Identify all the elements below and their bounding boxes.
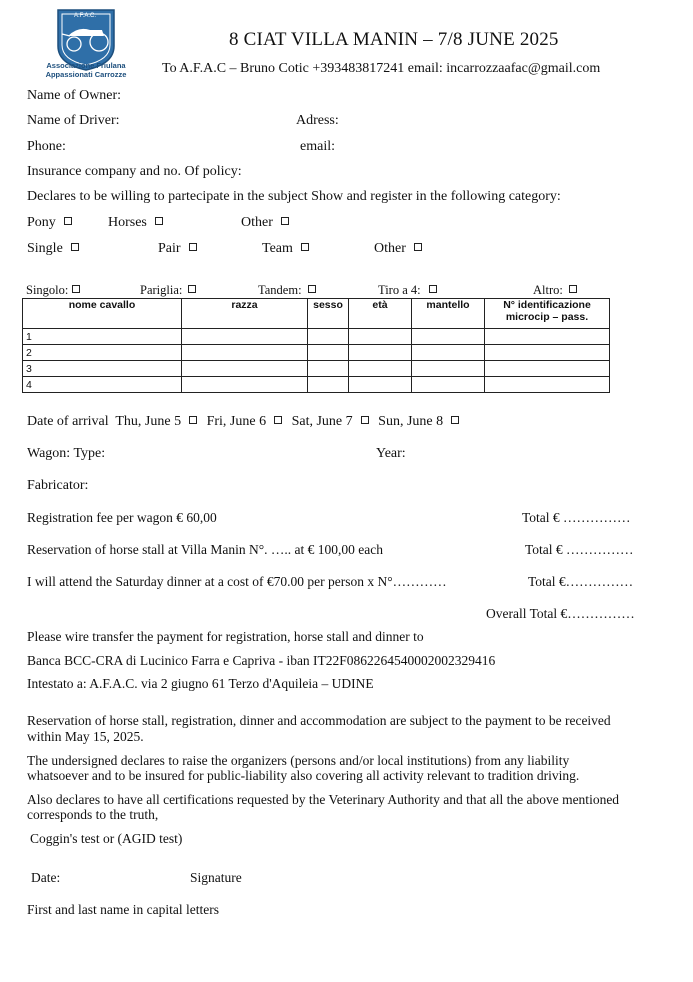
- terms-p2-line2: whatsoever and to be insured for public-liability also covering all activity relevant to tradition driving.: [27, 768, 580, 783]
- col-nome-cavallo: nome cavallo: [23, 299, 182, 329]
- terms-p3-line2: corresponds to the truth,: [27, 807, 159, 822]
- address-label: Adress:: [296, 113, 339, 128]
- pony-checkbox[interactable]: [64, 217, 72, 225]
- sat-checkbox[interactable]: [361, 416, 369, 424]
- horses-checkbox[interactable]: [155, 217, 163, 225]
- contact-line: To A.F.A.C – Bruno Cotic +393483817241 email: incarrozzaafac@gmail.com: [162, 61, 601, 76]
- arrival-row: [27, 414, 459, 430]
- date-label: Date:: [31, 870, 61, 885]
- row-number: 1: [23, 329, 182, 345]
- category-pair: Pair: [158, 241, 197, 257]
- owner-label: Name of Owner:: [27, 88, 122, 103]
- single-checkbox[interactable]: [71, 243, 79, 251]
- cell[interactable]: [308, 329, 349, 345]
- pariglia-checkbox[interactable]: [188, 285, 196, 293]
- afac-logo: [44, 6, 128, 84]
- cell[interactable]: [412, 361, 485, 377]
- dinner-fee: I will attend the Saturday dinner at a cost of €70.00 per person x N°…………: [27, 574, 447, 589]
- fabricator-label: Fabricator:: [27, 478, 89, 493]
- cat-tiro-a-4: Tiro a 4:: [378, 283, 437, 298]
- sun-checkbox[interactable]: [451, 416, 459, 424]
- cat-pariglia: Pariglia:: [140, 283, 196, 298]
- table-row: [23, 329, 610, 345]
- other-checkbox[interactable]: [281, 217, 289, 225]
- col-eta: età: [349, 299, 412, 329]
- cell[interactable]: [485, 329, 610, 345]
- category-single: Single: [27, 241, 79, 257]
- cell[interactable]: [485, 361, 610, 377]
- payment-iban: Banca BCC-CRA di Lucinico Farra e Capriva - iban IT22F0862264540002002329416: [27, 653, 496, 668]
- declares-text: Declares to be willing to partecipate in the subject Show and register in the following category:: [27, 189, 561, 204]
- tiro-a-4-checkbox[interactable]: [429, 285, 437, 293]
- registration-fee: Registration fee per wagon € 60,00: [27, 510, 217, 525]
- cat-singolo: Singolo:: [26, 283, 80, 298]
- cell[interactable]: [485, 377, 610, 393]
- row-number: 2: [23, 345, 182, 361]
- altro-checkbox[interactable]: [569, 285, 577, 293]
- logo-top-text: A.F.A.C.: [74, 13, 97, 19]
- fri-checkbox[interactable]: [274, 416, 282, 424]
- other-2-checkbox[interactable]: [414, 243, 422, 251]
- table-row: [23, 345, 610, 361]
- tandem-checkbox[interactable]: [308, 285, 316, 293]
- cell[interactable]: [349, 345, 412, 361]
- row-number: 4: [23, 377, 182, 393]
- logo-caption-line2: Appassionati Carrozze: [45, 70, 127, 79]
- wagon-type-label: Wagon: Type:: [27, 446, 106, 461]
- col-sesso: sesso: [308, 299, 349, 329]
- dinner-total: Total €……………: [528, 574, 634, 589]
- thu-checkbox[interactable]: [189, 416, 197, 424]
- name-capitals-label: First and last name in capital letters: [27, 902, 219, 917]
- phone-label: Phone:: [27, 139, 66, 154]
- arrival-sat: Sat, June 7: [291, 414, 353, 429]
- cell[interactable]: [182, 361, 308, 377]
- terms-p1-line2: within May 15, 2025.: [27, 729, 144, 744]
- terms-p2-line1: The undersigned declares to raise the organizers (persons and/or local institutions) from any liability: [27, 753, 570, 768]
- arrival-sun: Sun, June 8: [378, 414, 444, 429]
- col-mantello: mantello: [412, 299, 485, 329]
- table-header-row: [23, 299, 610, 329]
- signature-label: Signature: [190, 870, 242, 885]
- overall-total: Overall Total €……………: [486, 606, 635, 621]
- coggins-test: Coggin's test or (AGID test): [30, 831, 183, 846]
- form-title: 8 CIAT VILLA MANIN – 7/8 JUNE 2025: [229, 29, 559, 50]
- cat-tandem: Tandem:: [258, 283, 316, 298]
- table-row: [23, 377, 610, 393]
- arrival-label: Date of arrival: [27, 414, 109, 429]
- payment-beneficiary: Intestato a: A.F.A.C. via 2 giugno 61 Terzo d'Aquileia – UDINE: [27, 676, 374, 691]
- email-label: email:: [300, 139, 335, 154]
- category-other: Other: [241, 215, 289, 231]
- category-horses: Horses: [108, 215, 163, 231]
- category-pony: Pony: [27, 215, 72, 231]
- cell[interactable]: [412, 377, 485, 393]
- stall-total: Total € ……………: [525, 542, 634, 557]
- cat-altro: Altro:: [533, 283, 577, 298]
- stall-fee: Reservation of horse stall at Villa Manin N°. ….. at € 100,00 each: [27, 542, 384, 557]
- cell[interactable]: [412, 329, 485, 345]
- terms-p1-line1: Reservation of horse stall, registration, dinner and accommodation are subject to the payment to be received: [27, 713, 611, 728]
- cell[interactable]: [308, 361, 349, 377]
- cell[interactable]: [182, 345, 308, 361]
- insurance-label: Insurance company and no. Of policy:: [27, 164, 242, 179]
- col-razza: razza: [182, 299, 308, 329]
- cell[interactable]: [349, 377, 412, 393]
- driver-label: Name of Driver:: [27, 113, 120, 128]
- payment-line-1: Please wire transfer the payment for registration, horse stall and dinner to: [27, 629, 424, 644]
- horse-table: [22, 298, 610, 393]
- registration-total: Total € ……………: [522, 510, 631, 525]
- pair-checkbox[interactable]: [189, 243, 197, 251]
- singolo-checkbox[interactable]: [72, 285, 80, 293]
- cell[interactable]: [308, 345, 349, 361]
- cell[interactable]: [182, 377, 308, 393]
- cell[interactable]: [412, 345, 485, 361]
- table-row: [23, 361, 610, 377]
- arrival-fri: Fri, June 6: [206, 414, 267, 429]
- cell[interactable]: [485, 345, 610, 361]
- logo-caption-line1: Associazione Friulana: [46, 61, 126, 70]
- wagon-year-label: Year:: [376, 446, 406, 461]
- cell[interactable]: [349, 361, 412, 377]
- cell[interactable]: [308, 377, 349, 393]
- col-id-microchip: N° identificazione microcip – pass.: [485, 299, 610, 329]
- category-team: Team: [262, 241, 309, 257]
- arrival-thu: Thu, June 5: [115, 414, 182, 429]
- terms-p3-line1: Also declares to have all certifications requested by the Veterinary Authority and that all the above mentioned: [27, 792, 620, 807]
- cell[interactable]: [182, 329, 308, 345]
- row-number: 3: [23, 361, 182, 377]
- team-checkbox[interactable]: [301, 243, 309, 251]
- cell[interactable]: [349, 329, 412, 345]
- category-other-2: Other: [374, 241, 422, 257]
